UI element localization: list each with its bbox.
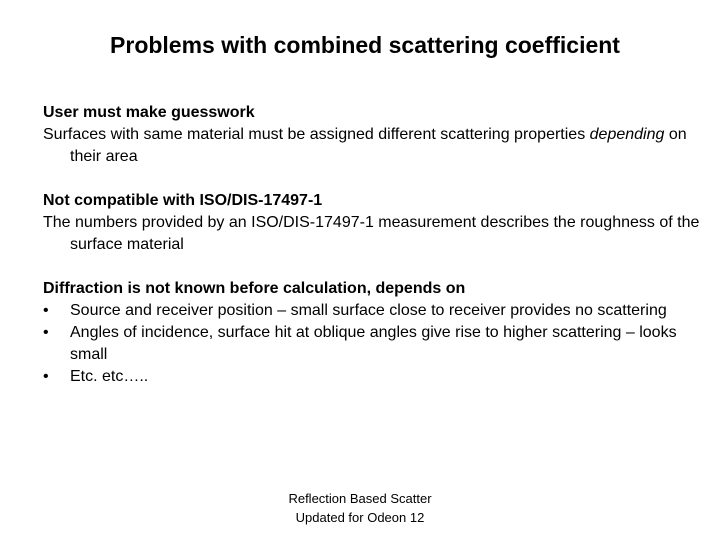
section-guesswork: [43, 102, 703, 168]
footer-line: Updated for Odeon 12: [295, 510, 425, 525]
bullet-list: [43, 300, 703, 388]
section-heading: Not compatible with ISO/DIS-17497-1: [43, 192, 323, 209]
slide-body: [43, 102, 703, 410]
bullet-icon: •: [43, 324, 49, 341]
bullet-text: Etc. etc…..: [70, 368, 149, 385]
text-prefix: Surfaces with same material must be assigned different scattering properties: [43, 126, 590, 143]
slide-title: Problems with combined scattering coefficient: [110, 32, 620, 58]
bullet-item: [43, 300, 703, 322]
section-diffraction: [43, 278, 703, 388]
section-text: The numbers provided by an ISO/DIS-17497-1 measurement describes the roughness of the surface material: [43, 214, 700, 253]
bullet-icon: •: [43, 302, 49, 319]
bullet-text: Source and receiver position – small surface close to receiver provides no scattering: [70, 302, 667, 319]
text-suffix: on their area: [70, 126, 687, 165]
section-heading: User must make guesswork: [43, 104, 255, 121]
footer-line: Reflection Based Scatter: [288, 491, 432, 506]
section-iso: [43, 190, 703, 256]
text-emphasis: depending: [589, 126, 665, 143]
section-heading: Diffraction is not known before calculation, depends on: [43, 280, 466, 297]
bullet-text: Angles of incidence, surface hit at oblique angles give rise to higher scattering – looks small: [70, 324, 677, 363]
section-text: [43, 124, 703, 168]
bullet-item: [43, 322, 703, 366]
bullet-icon: •: [43, 368, 49, 385]
bullet-item: [43, 366, 703, 388]
slide-footer: [210, 489, 510, 527]
